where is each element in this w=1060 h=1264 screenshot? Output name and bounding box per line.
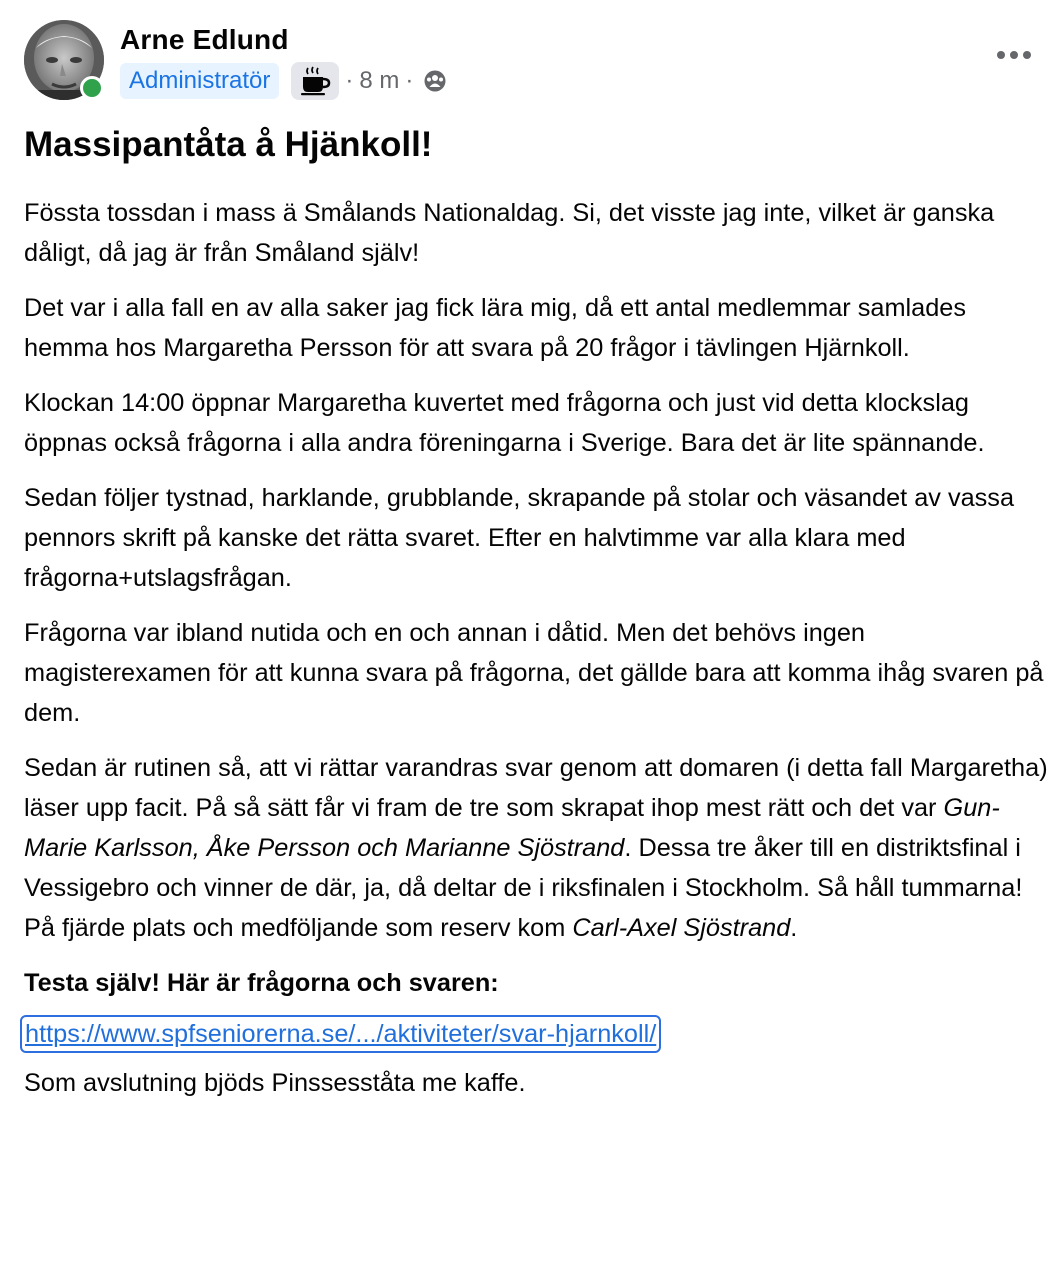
admin-badge[interactable]: Administratör — [120, 63, 279, 99]
meta-separator: · — [405, 67, 414, 94]
post-header — [24, 20, 1036, 104]
meta-separator: · — [345, 67, 354, 94]
post-title: Massipantåta å Hjänkoll! — [24, 125, 433, 164]
winners-names: Gun-Marie Karlsson, Åke Persson och Marianne Sjöstrand — [24, 794, 1000, 862]
paragraph: Klockan 14:00 öppnar Margaretha kuvertet med frågorna och just vid detta klockslag öppnas också frågorna i alla andra föreningarna i Sverige. Bara det är lite spännande. — [24, 389, 985, 457]
coffee-cup-icon[interactable] — [291, 62, 339, 100]
paragraph-text: Sedan är rutinen så, att vi rättar varandras svar genom att domaren (i detta fall Margaretha) läser upp facit. På så sätt får vi fram de tre som skrapat ihop mest rätt och det var — [24, 754, 1048, 822]
link-container — [24, 1015, 1054, 1053]
paragraph: Det var i alla fall en av alla saker jag fick lära mig, då ett antal medlemmar samlades hemma hos Margaretha Persson för att svara på 20 frågor i tävlingen Hjärnkoll. — [24, 294, 967, 362]
answers-link[interactable]: https://www.spfseniorerna.se/.../aktiviteter/svar-hjarnkoll/ — [20, 1015, 661, 1053]
post-body — [24, 193, 1054, 1118]
post-meta — [120, 62, 447, 100]
post-timestamp[interactable]: 8 m — [359, 67, 400, 94]
reserve-name: Carl-Axel Sjöstrand — [572, 914, 791, 942]
paragraph — [24, 748, 1054, 948]
paragraph: Frågorna var ibland nutida och en och annan i dåtid. Men det behövs ingen magisterexamen för att kunna svara på frågorna, det gällde bara att komma ihåg svaren på dem. — [24, 619, 1044, 727]
paragraph: Fössta tossdan i mass ä Smålands Nationaldag. Si, det visste jag inte, vilket är ganska dåligt, då jag är från Småland själv! — [24, 199, 995, 267]
paragraph: Som avslutning bjöds Pinssesståta me kaffe. — [24, 1069, 526, 1097]
paragraph-text: . — [790, 914, 798, 942]
online-status-indicator — [80, 76, 104, 100]
paragraph-bold: Testa själv! Här är frågorna och svaren: — [24, 969, 499, 997]
paragraph-text: . Dessa tre åker till en distriktsfinal i Vessigebro och vinner de där, ja, då deltar de i riksfinalen i Stockholm. Så håll tummarna! På fjärde plats och medföljande som reserv kom — [24, 834, 1023, 942]
group-icon[interactable] — [423, 69, 447, 93]
author-name[interactable]: Arne Edlund — [120, 24, 289, 55]
paragraph: Sedan följer tystnad, harklande, grubblande, skrapande på stolar och väsandet av vassa pennors skrift på kanske det rätta svaret. Efter en halvtimme var alla klara med frågorna+utslagsfrågan. — [24, 484, 1015, 592]
more-options-button[interactable] — [992, 38, 1036, 72]
more-horizontal-icon — [996, 50, 1032, 60]
